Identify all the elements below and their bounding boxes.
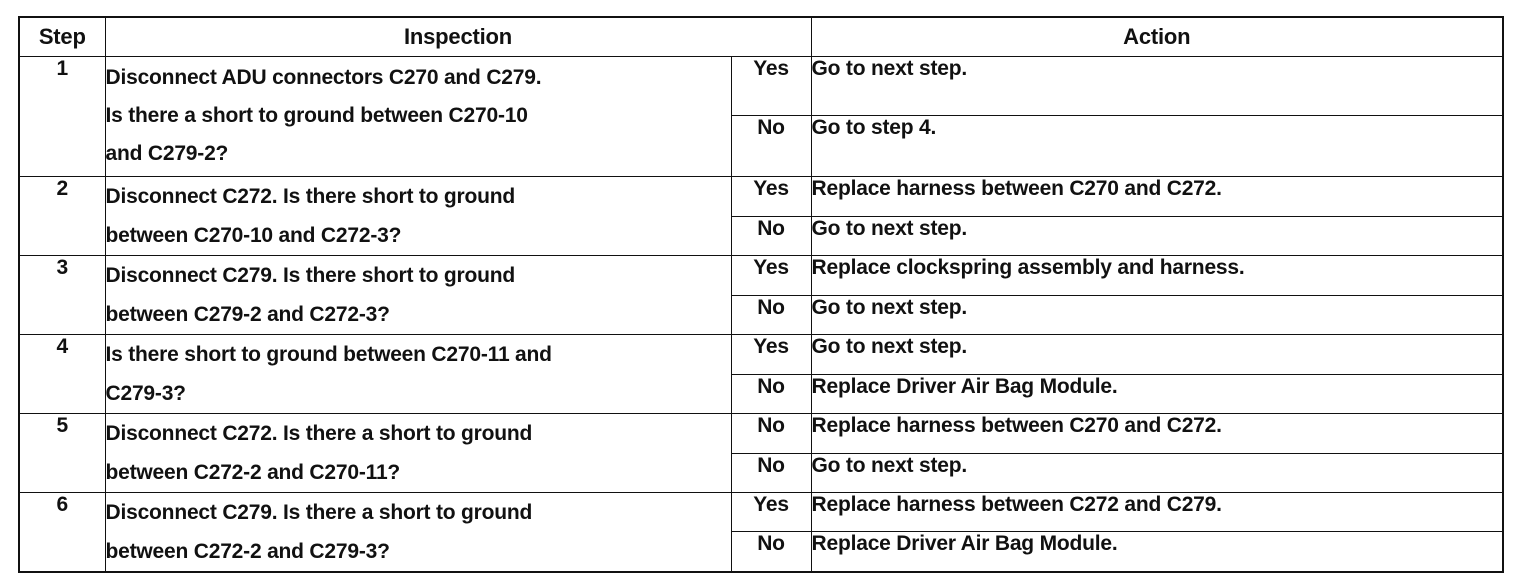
table-row [19, 414, 1503, 454]
step-number: 3 [19, 256, 105, 335]
action-cell: Replace harness between C270 and C272. [811, 177, 1503, 217]
answer-cell: No [731, 216, 811, 256]
inspection-line: C279-3? [105, 382, 186, 405]
header-row [19, 17, 1503, 57]
action-cell: Replace harness between C270 and C272. [811, 414, 1503, 454]
answer-cell: Yes [731, 493, 811, 532]
inspection-line: between C279-2 and C272-3? [105, 303, 390, 326]
answer-cell: No [731, 116, 811, 177]
step-number: 4 [19, 335, 105, 414]
action-cell: Replace harness between C272 and C279. [811, 493, 1503, 532]
inspection-cell [105, 256, 731, 335]
answer-cell: No [731, 414, 811, 454]
action-cell: Go to next step. [811, 453, 1503, 493]
inspection-line: and C279-2? [105, 142, 229, 165]
inspection-line: Disconnect C279. Is there short to ground [105, 264, 516, 287]
answer-cell: Yes [731, 335, 811, 375]
inspection-line: Disconnect C272. Is there a short to ground [105, 422, 533, 445]
table-row [19, 335, 1503, 375]
inspection-line: Is there a short to ground between C270-10 [105, 104, 528, 127]
step-number: 1 [19, 57, 105, 177]
answer-cell: Yes [731, 57, 811, 116]
inspection-line: Is there short to ground between C270-11 and [105, 343, 552, 366]
answer-cell: No [731, 295, 811, 335]
answer-cell: Yes [731, 256, 811, 296]
inspection-line: Disconnect C279. Is there a short to ground [105, 501, 533, 524]
header-action: Action [811, 17, 1503, 57]
inspection-cell [105, 414, 731, 493]
answer-cell: No [731, 374, 811, 414]
step-number: 6 [19, 493, 105, 573]
inspection-line: between C272-2 and C270-11? [105, 461, 401, 484]
answer-cell: No [731, 453, 811, 493]
inspection-cell [105, 493, 731, 573]
inspection-line: Disconnect ADU connectors C270 and C279. [105, 66, 542, 89]
table-row [19, 57, 1503, 116]
answer-cell: No [731, 532, 811, 572]
action-cell: Go to next step. [811, 335, 1503, 375]
step-number: 5 [19, 414, 105, 493]
table-row [19, 493, 1503, 532]
action-cell: Go to next step. [811, 57, 1503, 116]
inspection-cell [105, 335, 731, 414]
step-number: 2 [19, 177, 105, 256]
answer-cell: Yes [731, 177, 811, 217]
inspection-line: between C272-2 and C279-3? [105, 540, 390, 563]
action-cell: Replace Driver Air Bag Module. [811, 374, 1503, 414]
action-cell: Replace clockspring assembly and harness. [811, 256, 1503, 296]
action-cell: Go to next step. [811, 216, 1503, 256]
header-step: Step [19, 17, 105, 57]
inspection-line: between C270-10 and C272-3? [105, 224, 402, 247]
action-cell: Replace Driver Air Bag Module. [811, 532, 1503, 572]
action-cell: Go to step 4. [811, 116, 1503, 177]
diagnostic-table [18, 16, 1504, 573]
header-inspection: Inspection [105, 17, 811, 57]
inspection-line: Disconnect C272. Is there short to ground [105, 185, 516, 208]
table-row [19, 256, 1503, 296]
action-cell: Go to next step. [811, 295, 1503, 335]
table-row [19, 177, 1503, 217]
inspection-cell [105, 57, 731, 177]
inspection-cell [105, 177, 731, 256]
